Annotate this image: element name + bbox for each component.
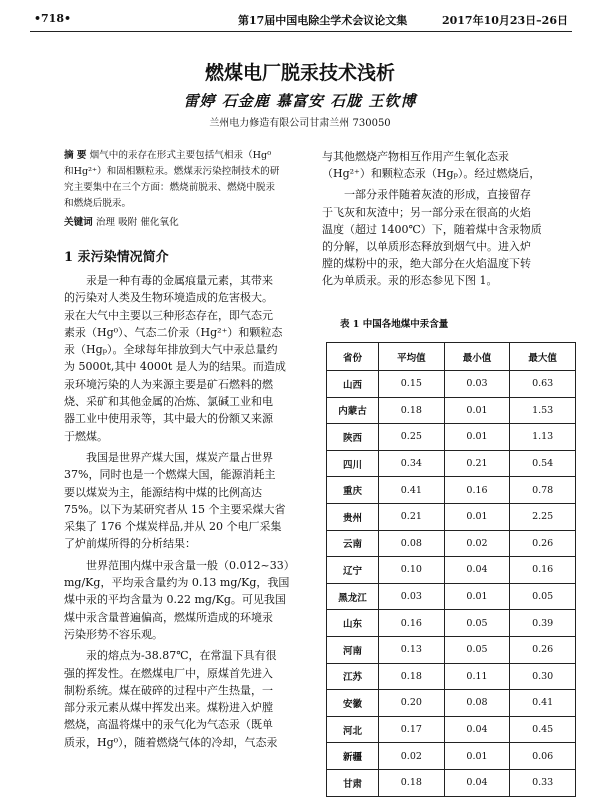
value-cell: 0.18 (379, 663, 445, 690)
text-line: 汞（Hgₚ）。全球每年排放到大气中汞总量约 (64, 343, 278, 357)
province-cell: 江苏 (327, 663, 379, 690)
text-line: 器工业中使用汞等，其中最大的份额又来源 (64, 412, 273, 426)
value-cell: 0.21 (444, 450, 510, 477)
table-body (327, 371, 576, 797)
table-row (327, 450, 576, 477)
value-cell: 0.18 (379, 769, 445, 796)
text-line: 化为单质汞。汞的形态参见下图 1。 (322, 274, 498, 288)
text-line: 要以煤炭为主，能源结构中煤的比例高达 (64, 485, 262, 499)
value-cell: 2.25 (510, 503, 576, 530)
table-row (327, 716, 576, 743)
value-cell: 0.04 (444, 716, 510, 743)
province-cell: 河南 (327, 636, 379, 663)
value-cell: 0.05 (444, 610, 510, 637)
value-cell: 0.03 (444, 371, 510, 398)
province-cell: 陕西 (327, 424, 379, 451)
column-header: 最大值 (510, 343, 576, 371)
column-header: 最小值 (444, 343, 510, 371)
abstract-line: 和Hg²⁺）和固相颗粒汞。燃煤汞污染控制技术的研 (64, 166, 280, 177)
text-line: mg/Kg，平均汞含量约为 0.13 mg/Kg，我国 (64, 576, 290, 590)
text-line: 与其他燃烧产物相互作用产生氧化态汞 (322, 150, 509, 163)
value-cell: 0.01 (444, 424, 510, 451)
province-cell: 辽宁 (327, 557, 379, 584)
province-cell: 甘肃 (327, 769, 379, 796)
abstract-line: 究主要集中在三个方面：燃烧前脱汞、燃烧中脱汞 (64, 182, 276, 193)
text-line: 煤中汞的平均含量为 0.22 mg/Kg。可见我国 (64, 593, 286, 607)
value-cell: 0.26 (510, 530, 576, 557)
value-cell: 0.17 (379, 716, 445, 743)
table-row (327, 636, 576, 663)
paper-title: 燃煤电厂脱汞技术浅析 (204, 62, 395, 84)
text-line: 质汞，Hg⁰），随着燃烧气体的冷却，气态汞 (64, 735, 278, 749)
table-row (327, 371, 576, 398)
value-cell: 0.16 (379, 610, 445, 637)
text-line: 燃烧，高温将煤中的汞气化为气态汞（既单 (64, 718, 273, 732)
value-cell: 0.10 (379, 557, 445, 584)
province-cell: 四川 (327, 450, 379, 477)
text-line: 素汞（Hg⁰）、气态二价汞（Hg²⁺）和颗粒态 (64, 325, 283, 339)
table-row (327, 690, 576, 717)
value-cell: 0.16 (444, 477, 510, 504)
text-line: 汞的熔点为-38.87℃，在常温下具有很 (86, 649, 277, 663)
abstract-text: 烟气中的汞存在形式主要包括气相汞（Hg⁰ (89, 150, 272, 161)
table-header-row (327, 343, 576, 371)
table-row (327, 503, 576, 530)
value-cell: 0.04 (444, 769, 510, 796)
conference-date: 2017年10月23日–26日 (441, 14, 568, 27)
text-line: 汞在大气中主要以三种形态存在，即气态元 (64, 308, 273, 322)
province-cell: 山东 (327, 610, 379, 637)
value-cell: 0.54 (510, 450, 576, 477)
text-line: 汞环境污染的人为来源主要是矿石燃料的燃 (64, 377, 273, 391)
table-row (327, 397, 576, 424)
paragraph (322, 148, 572, 182)
province-cell: 云南 (327, 530, 379, 557)
text-line: 汞是一种有毒的金属痕量元素，其带来 (86, 274, 273, 287)
value-cell: 0.26 (510, 636, 576, 663)
table-row (327, 769, 576, 796)
table-caption: 表 1 中国各地煤中汞含量 (340, 319, 449, 330)
abstract-block (64, 148, 314, 231)
value-cell: 0.20 (379, 690, 445, 717)
paragraph (64, 647, 314, 751)
page-number: •718• (34, 12, 72, 25)
text-line: 于飞灰和灰渣中；另一部分汞在很高的火焰 (322, 205, 531, 219)
value-cell: 0.39 (510, 610, 576, 637)
paragraph (322, 186, 572, 289)
keywords-line (64, 215, 314, 231)
province-cell: 内蒙古 (327, 397, 379, 424)
table-row (327, 557, 576, 584)
value-cell: 0.16 (510, 557, 576, 584)
text-line: 强的挥发性。在燃煤电厂中，原煤首先进入 (64, 666, 273, 680)
affiliation: 兰州电力修造有限公司甘肃兰州 730050 (209, 118, 391, 129)
table-row (327, 743, 576, 770)
text-line: 我国是世界产煤大国，煤炭产量占世界 (86, 450, 273, 464)
value-cell: 0.01 (444, 583, 510, 610)
value-cell: 0.08 (379, 530, 445, 557)
value-cell: 0.25 (379, 424, 445, 451)
text-line: 了炉前煤所得的分析结果： (64, 537, 196, 551)
header-divider (30, 31, 572, 32)
table-row (327, 477, 576, 504)
value-cell: 0.06 (510, 743, 576, 770)
value-cell: 0.05 (510, 583, 576, 610)
mercury-content-table (326, 342, 576, 797)
column-header: 省份 (327, 343, 379, 371)
table-row (327, 530, 576, 557)
text-line: 75%。以下为某研究者从 15 个主要采煤大省 (64, 502, 286, 516)
abstract-line: 和燃烧后脱汞。 (64, 198, 132, 209)
value-cell: 0.02 (379, 743, 445, 770)
table-row (327, 610, 576, 637)
running-header (28, 10, 572, 28)
section-heading: 1 汞污染情况简介 (64, 250, 169, 265)
text-line: 污染形势不容乐观。 (64, 627, 163, 641)
value-cell: 0.18 (379, 397, 445, 424)
right-column-body (322, 148, 572, 294)
province-cell: 黑龙江 (327, 583, 379, 610)
text-line: 为 5000t,其中 4000t 是人为的结果。而造成 (64, 360, 286, 374)
abstract-label: 摘 要 (64, 150, 87, 161)
value-cell: 0.63 (510, 371, 576, 398)
value-cell: 0.41 (510, 690, 576, 717)
value-cell: 0.41 (379, 477, 445, 504)
text-line: 温度（超过 1400℃）下，随着煤中含汞物质 (322, 222, 542, 236)
text-line: 的污染对人类及生物环境造成的危害极大。 (64, 291, 273, 305)
text-line: 于燃煤。 (64, 429, 108, 443)
value-cell: 0.01 (444, 743, 510, 770)
text-line: 部分汞元素从煤中挥发出来。煤粉进入炉膛 (64, 701, 273, 715)
province-cell: 新疆 (327, 743, 379, 770)
value-cell: 0.30 (510, 663, 576, 690)
province-cell: 河北 (327, 716, 379, 743)
value-cell: 0.05 (444, 636, 510, 663)
province-cell: 山西 (327, 371, 379, 398)
province-cell: 安徽 (327, 690, 379, 717)
text-line: （Hg²⁺）和颗粒态汞（Hgₚ）。经过燃烧后， (322, 167, 541, 181)
text-line: 烧、采矿和其他金属的冶炼、氯碱工业和电 (64, 395, 273, 409)
text-line: 37%，同时也是一个燃煤大国，能源消耗主 (64, 468, 276, 482)
value-cell: 0.01 (444, 503, 510, 530)
text-line: 一部分汞伴随着灰渣的形成，直接留存 (344, 188, 531, 202)
paragraph (64, 557, 314, 643)
abstract-line (64, 148, 314, 164)
value-cell: 0.03 (379, 583, 445, 610)
text-line: 膛的煤粉中的汞，绝大部分在火焰温度下转 (322, 257, 531, 271)
journal-title: 第17届中国电除尘学术会议论文集 (238, 14, 408, 27)
paragraph (64, 272, 314, 445)
table-row (327, 583, 576, 610)
value-cell: 0.34 (379, 450, 445, 477)
value-cell: 0.15 (379, 371, 445, 398)
value-cell: 0.45 (510, 716, 576, 743)
text-line: 煤中汞含量普遍偏高，燃煤所造成的环境汞 (64, 610, 273, 624)
text-line: 世界范围内煤中汞含量一般（0.012~33） (86, 558, 295, 572)
value-cell: 1.53 (510, 397, 576, 424)
value-cell: 0.08 (444, 690, 510, 717)
value-cell: 1.13 (510, 424, 576, 451)
value-cell: 0.04 (444, 557, 510, 584)
text-line: 采集了 176 个煤炭样品,并从 20 个电厂采集 (64, 520, 282, 534)
province-cell: 重庆 (327, 477, 379, 504)
column-header: 平均值 (379, 343, 445, 371)
value-cell: 0.11 (444, 663, 510, 690)
text-line: 的分解，以单质形态释放到烟气中。进入炉 (322, 240, 531, 254)
value-cell: 0.78 (510, 477, 576, 504)
table-row (327, 663, 576, 690)
table-row (327, 424, 576, 451)
left-column-body (64, 272, 314, 755)
value-cell: 0.02 (444, 530, 510, 557)
text-line: 制粉系统。煤在破碎的过程中产生热量，一 (64, 683, 273, 697)
value-cell: 0.13 (379, 636, 445, 663)
keywords-label: 关键词 (64, 217, 93, 228)
value-cell: 0.33 (510, 769, 576, 796)
paragraph (64, 449, 314, 553)
author-list: 雷婷 石金鹿 慕富安 石胧 王钦博 (183, 92, 417, 110)
value-cell: 0.01 (444, 397, 510, 424)
value-cell: 0.21 (379, 503, 445, 530)
keywords-text: 治理 吸附 催化氧化 (95, 217, 179, 228)
province-cell: 贵州 (327, 503, 379, 530)
